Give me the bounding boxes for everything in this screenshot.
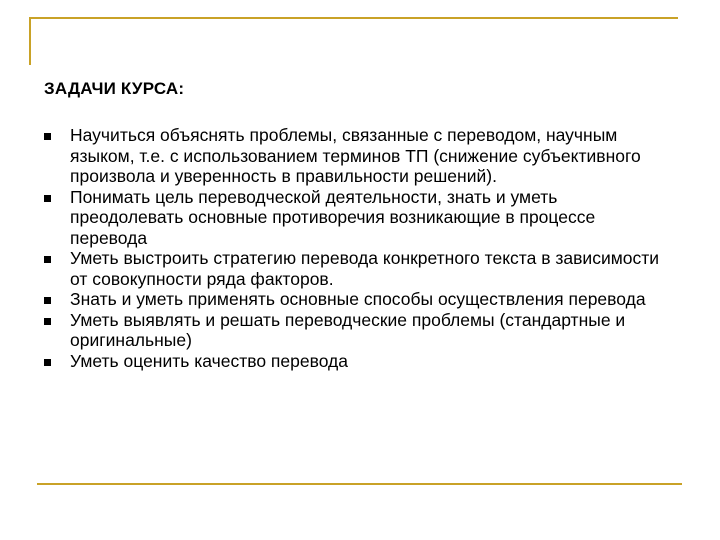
list-item <box>42 310 682 351</box>
square-bullet-icon <box>44 256 51 263</box>
bottom-decorative-rule <box>37 483 682 485</box>
list-item-text: Уметь оценить качество перевода <box>70 350 349 371</box>
list-item-text: Уметь выстроить стратегию перевода конкретного текста в зависимости от совокупности ряда факторов. <box>70 248 660 289</box>
square-bullet-icon <box>44 195 51 202</box>
square-bullet-icon <box>44 133 51 140</box>
square-bullet-icon <box>44 359 51 366</box>
list-item <box>42 289 682 310</box>
list-item <box>42 187 682 249</box>
slide-title: ЗАДАЧИ КУРСА: <box>44 79 185 98</box>
task-list <box>42 125 682 371</box>
top-decorative-rule <box>29 17 678 19</box>
square-bullet-icon <box>44 297 51 304</box>
list-item-text: Знать и уметь применять основные способы осуществления перевода <box>70 289 646 309</box>
left-decorative-rule <box>29 17 31 65</box>
list-item-text: Понимать цель переводческой деятельности, знать и уметь преодолевать основные противоречия возникающие в процессе перевода <box>70 186 596 248</box>
list-item-text: Научиться объяснять проблемы, связанные с переводом, научным языком, т.е. с использованием терминов ТП (снижение субъективного произвола и уверенность в правильности решений). <box>70 125 641 186</box>
list-item <box>42 248 682 289</box>
list-item <box>42 125 682 187</box>
square-bullet-icon <box>44 318 51 325</box>
list-item <box>42 351 682 372</box>
list-item-text: Уметь выявлять и решать переводческие проблемы (стандартные и оригинальные) <box>70 309 626 350</box>
